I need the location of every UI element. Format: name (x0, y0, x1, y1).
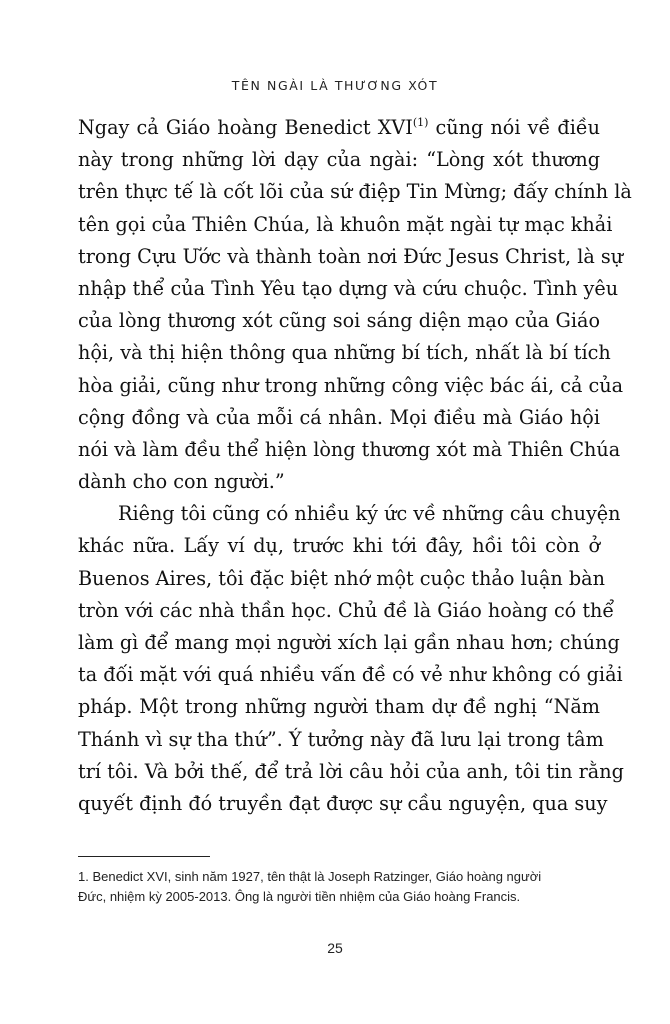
text-line: hòa giải, cũng như trong những công việc bác ái, cả của (78, 373, 624, 397)
footnote-divider (78, 856, 210, 857)
footnote-line: Đức, nhiệm kỳ 2005-2013. Ông là người tiền nhiệm của Giáo hoàng Francis. (78, 889, 521, 904)
line-text: cũng nói về điều (428, 116, 600, 139)
text-line: hội, và thị hiện thông qua những bí tích, nhất là bí tích (78, 341, 611, 365)
text-line: Thánh vì sự tha thứ”. Ý tưởng này đã lưu lại trong tâm (78, 727, 604, 751)
text-line: này trong những lời dạy của ngài: “Lòng xót thương (78, 148, 600, 172)
text-line: tròn với các nhà thần học. Chủ đề là Giáo hoàng có thể (78, 598, 615, 622)
text-line: khác nữa. Lấy ví dụ, trước khi tới đây, hồi tôi còn ở (78, 534, 600, 558)
running-header: TÊN NGÀI LÀ THƯƠNG XÓT (231, 78, 439, 93)
text-line: tên gọi của Thiên Chúa, là khuôn mặt ngài tự mạc khải (78, 212, 613, 236)
text-line: nói và làm đều thể hiện lòng thương xót mà Thiên Chúa (78, 437, 621, 461)
text-line: ta đối mặt với quá nhiều vấn đề có vẻ như không có giải (78, 663, 623, 687)
text-line: Riêng tôi cũng có nhiều ký ức về những câu chuyện (118, 502, 621, 526)
body-text (78, 112, 632, 820)
text-line: của lòng thương xót cũng soi sáng diện mạo của Giáo (78, 309, 600, 333)
footnote-marker: (1) (412, 116, 429, 129)
footnote-line: 1. Benedict XVI, sinh năm 1927, tên thật là Joseph Ratzinger, Giáo hoàng người (78, 869, 542, 884)
text-line: Buenos Aires, tôi đặc biệt nhớ một cuộc thảo luận bàn (78, 566, 605, 590)
text-line: nhập thể của Tình Yêu tạo dựng và cứu chuộc. Tình yêu (78, 276, 619, 300)
text-line: cộng đồng và của mỗi cá nhân. Mọi điều mà Giáo hội (78, 405, 600, 429)
text-line: pháp. Một trong những người tham dự đề nghị “Năm (78, 695, 600, 719)
text-line: quyết định đó truyền đạt được sự cầu nguyện, qua suy (78, 791, 608, 815)
page-number: 25 (327, 940, 343, 956)
text-line: trí tôi. Và bởi thế, để trả lời câu hỏi của anh, tôi tin rằng (78, 759, 624, 783)
text-line (78, 112, 600, 144)
text-line: trong Cựu Ước và thành toàn nơi Đức Jesus Christ, là sự (78, 244, 624, 268)
footnote (78, 867, 608, 907)
text-line: làm gì để mang mọi người xích lại gần nhau hơn; chúng (78, 631, 620, 654)
text-line: trên thực tế là cốt lõi của sứ điệp Tin Mừng; đấy chính là (78, 180, 632, 204)
text-line: dành cho con người.” (78, 470, 285, 494)
line-text: Ngay cả Giáo hoàng Benedict XVI (78, 116, 413, 139)
